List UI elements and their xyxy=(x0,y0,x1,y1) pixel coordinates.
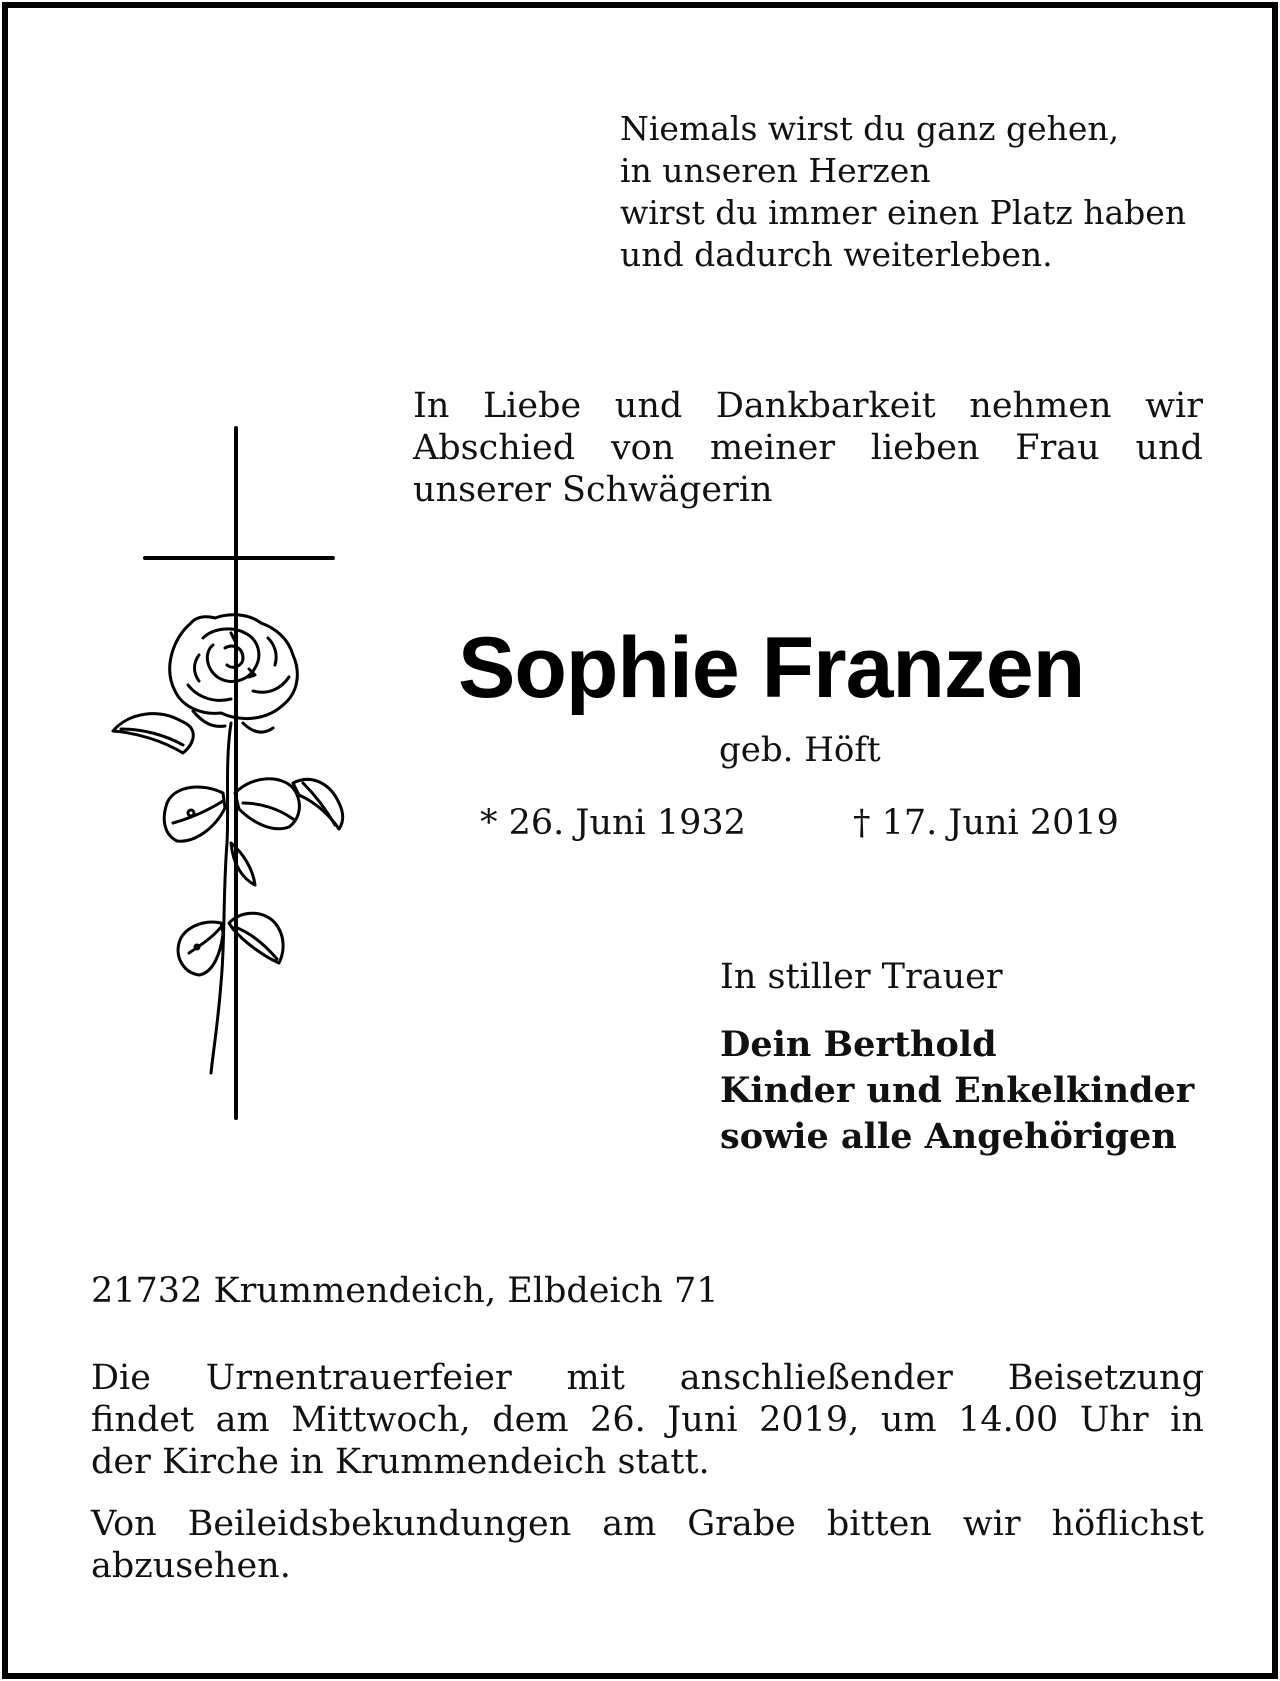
obituary-notice xyxy=(2,2,1278,1679)
word: 26. xyxy=(590,1400,646,1440)
word: meiner xyxy=(709,428,836,468)
service-line-1 xyxy=(91,1357,1204,1399)
word: am xyxy=(215,1400,270,1440)
intro-line-3: unserer Schwägerin xyxy=(413,470,773,510)
funeral-service-info xyxy=(91,1357,1204,1483)
word: wir xyxy=(1145,386,1203,426)
word: 2019, xyxy=(759,1400,860,1440)
word: Liebe xyxy=(482,386,582,426)
intro-line-1 xyxy=(413,385,1203,427)
word: Grabe xyxy=(687,1504,796,1544)
service-line-2 xyxy=(91,1399,1204,1441)
word: findet xyxy=(91,1400,195,1440)
verse-line: und dadurch weiterleben. xyxy=(620,235,1053,274)
cross-with-rose-icon xyxy=(103,423,363,1123)
word: dem xyxy=(492,1400,569,1440)
word: am xyxy=(602,1504,657,1544)
word: und xyxy=(1135,428,1203,468)
word: in xyxy=(1170,1400,1204,1440)
word: bitten xyxy=(826,1504,932,1544)
word: nehmen xyxy=(969,386,1112,426)
word: Juni xyxy=(667,1400,738,1440)
word: anschließender xyxy=(679,1358,953,1398)
word: 14.00 xyxy=(958,1400,1059,1440)
word: höflichst xyxy=(1051,1504,1204,1544)
word: Beisetzung xyxy=(1007,1358,1204,1398)
mourner-entry: Dein Berthold xyxy=(720,1024,997,1065)
mourner-entry: sowie alle Angehörigen xyxy=(720,1116,1177,1157)
intro-line-2 xyxy=(413,427,1203,469)
mourners-list xyxy=(720,1022,1194,1160)
verse-line: Niemals wirst du ganz gehen, xyxy=(620,109,1120,148)
word: Mittwoch, xyxy=(291,1400,471,1440)
verse-line: wirst du immer einen Platz haben xyxy=(620,193,1187,232)
word: In xyxy=(413,386,450,426)
mourning-label: In stiller Trauer xyxy=(720,957,1003,997)
word: Dankbarkeit xyxy=(715,386,936,426)
verse-line: in unseren Herzen xyxy=(620,151,931,190)
word: Uhr xyxy=(1079,1400,1149,1440)
word: und xyxy=(614,386,683,426)
deceased-name: Sophie Franzen xyxy=(458,620,1085,716)
address: 21732 Krummendeich, Elbdeich 71 xyxy=(91,1271,719,1311)
word: Frau xyxy=(1015,428,1100,468)
farewell-intro xyxy=(413,385,1203,511)
word: mit xyxy=(566,1358,625,1398)
verse xyxy=(620,108,1186,276)
maiden-name: geb. Höft xyxy=(719,730,881,770)
word: Von xyxy=(91,1504,157,1544)
word: lieben xyxy=(870,428,980,468)
condolences-note xyxy=(91,1503,1204,1587)
condolences-line-1 xyxy=(91,1503,1204,1545)
word: Abschied xyxy=(413,428,576,468)
mourner-entry: Kinder und Enkelkinder xyxy=(720,1070,1195,1111)
word: von xyxy=(610,428,675,468)
word: wir xyxy=(962,1504,1021,1544)
birth-date: * 26. Juni 1932 xyxy=(480,803,746,843)
word: um xyxy=(880,1400,937,1440)
word: Beileidsbekundungen xyxy=(187,1504,572,1544)
word: Urnentrauerfeier xyxy=(205,1358,512,1398)
death-date: † 17. Juni 2019 xyxy=(853,803,1119,843)
word: Die xyxy=(91,1358,151,1398)
service-line-3: der Kirche in Krummendeich statt. xyxy=(91,1442,710,1482)
condolences-line-2: abzusehen. xyxy=(91,1546,291,1586)
